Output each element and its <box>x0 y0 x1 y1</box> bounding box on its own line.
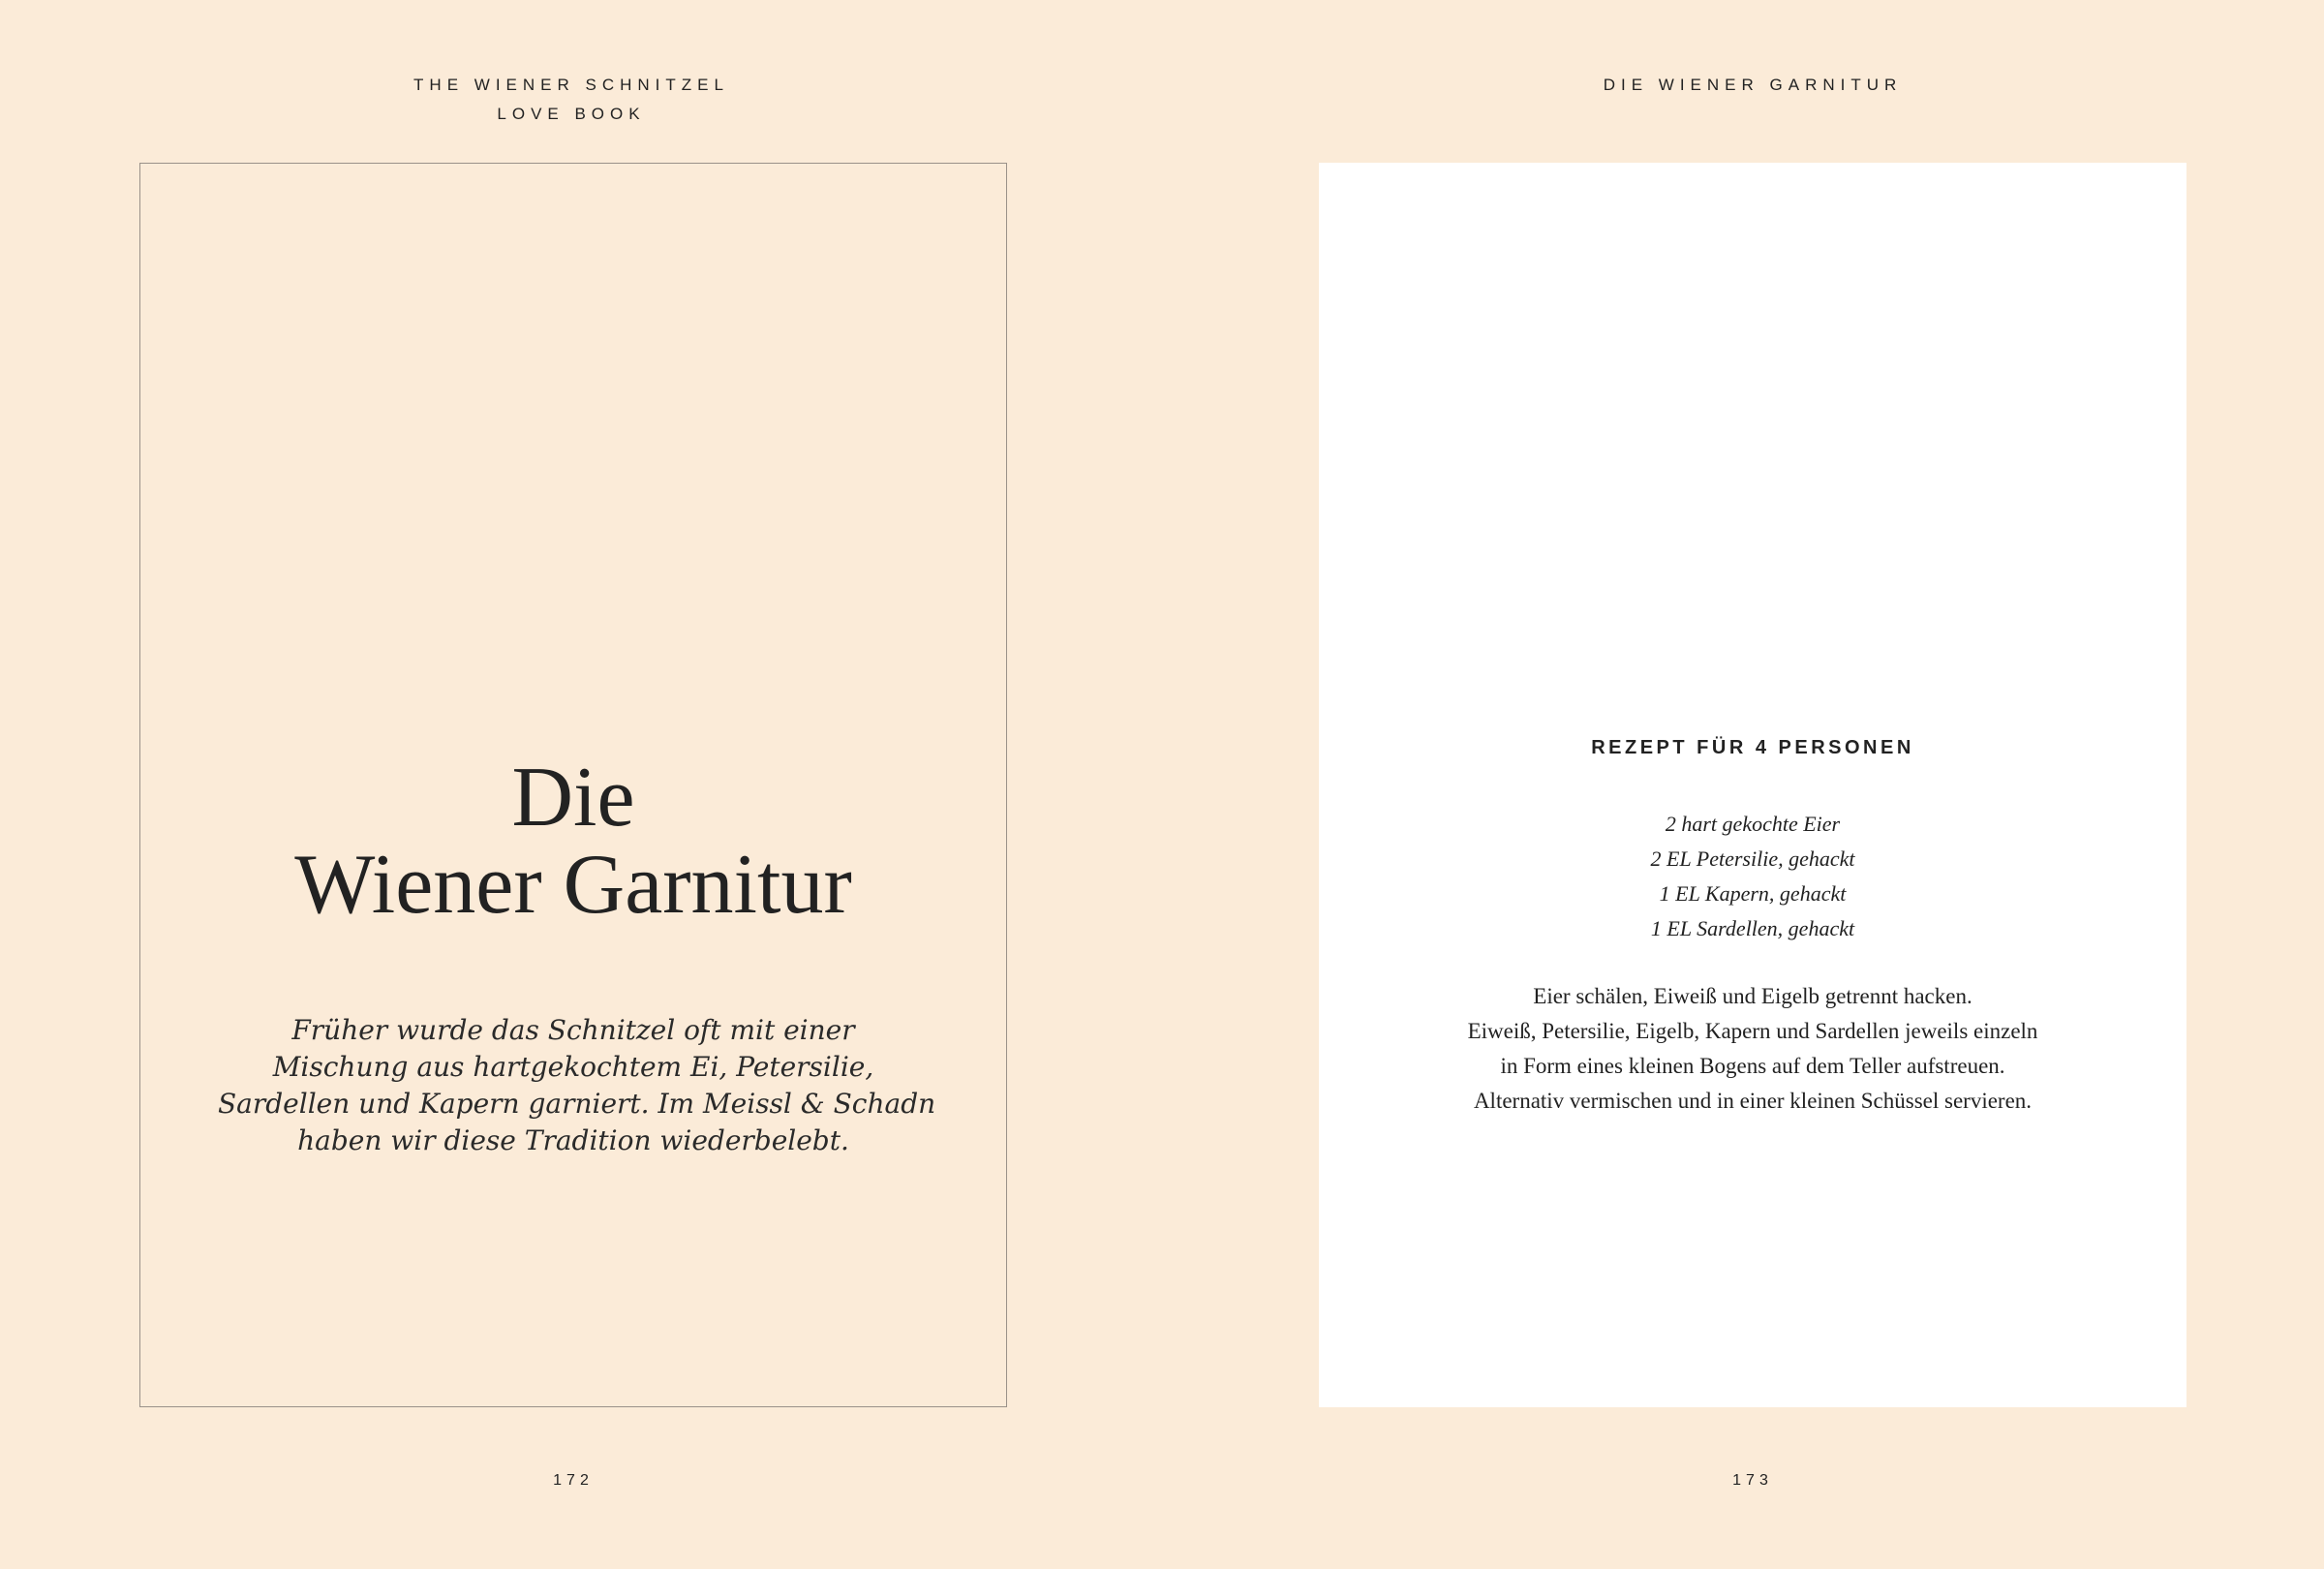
running-head-title: DIE WIENER GARNITUR <box>1603 76 1903 94</box>
running-head-line-1: THE WIENER SCHNITZEL <box>413 76 729 94</box>
ingredient-item: 2 hart gekochte Eier <box>1665 812 1841 836</box>
intro-line: Früher wurde das Schnitzel oft mit einer <box>291 1014 855 1046</box>
intro-line: Sardellen und Kapern garniert. Im Meissl & Schadn <box>218 1088 936 1120</box>
recipe-heading: REZEPT FÜR 4 PERSONEN <box>1591 737 1914 758</box>
ingredient-item: 1 EL Sardellen, gehackt <box>1650 916 1855 940</box>
method-line: Eiweiß, Petersilie, Eigelb, Kapern und Sardellen jeweils einzeln <box>1467 1019 2038 1043</box>
ingredient-item: 1 EL Kapern, gehackt <box>1659 881 1847 906</box>
right-page-panel <box>1319 163 2186 1407</box>
title-line-2: Wiener Garnitur <box>294 838 852 932</box>
method-line: Eier schälen, Eiweiß und Eigelb getrennt hacken. <box>1533 984 1972 1008</box>
title-line-1: Die <box>511 751 635 845</box>
ingredient-list <box>1319 807 2186 946</box>
running-head-line-2: LOVE BOOK <box>497 105 646 123</box>
method-paragraph <box>1319 979 2186 1119</box>
intro-line: haben wir diese Tradition wiederbelebt. <box>297 1124 849 1156</box>
intro-line: Mischung aus hartgekochtem Ei, Petersilie, <box>272 1051 874 1083</box>
left-page-frame <box>139 163 1007 1407</box>
running-head-left <box>136 71 1007 129</box>
page-title <box>140 751 1006 932</box>
page-number-left: 172 <box>553 1472 594 1489</box>
page-number-right: 173 <box>1732 1472 1773 1489</box>
method-line: Alternativ vermischen und in einer kleinen Schüssel servieren. <box>1473 1089 2033 1113</box>
intro-paragraph <box>218 1012 936 1159</box>
ingredient-item: 2 EL Petersilie, gehackt <box>1650 846 1855 871</box>
running-head-right <box>1317 71 2188 100</box>
method-line: in Form eines kleinen Bogens auf dem Teller aufstreuen. <box>1500 1054 2005 1078</box>
